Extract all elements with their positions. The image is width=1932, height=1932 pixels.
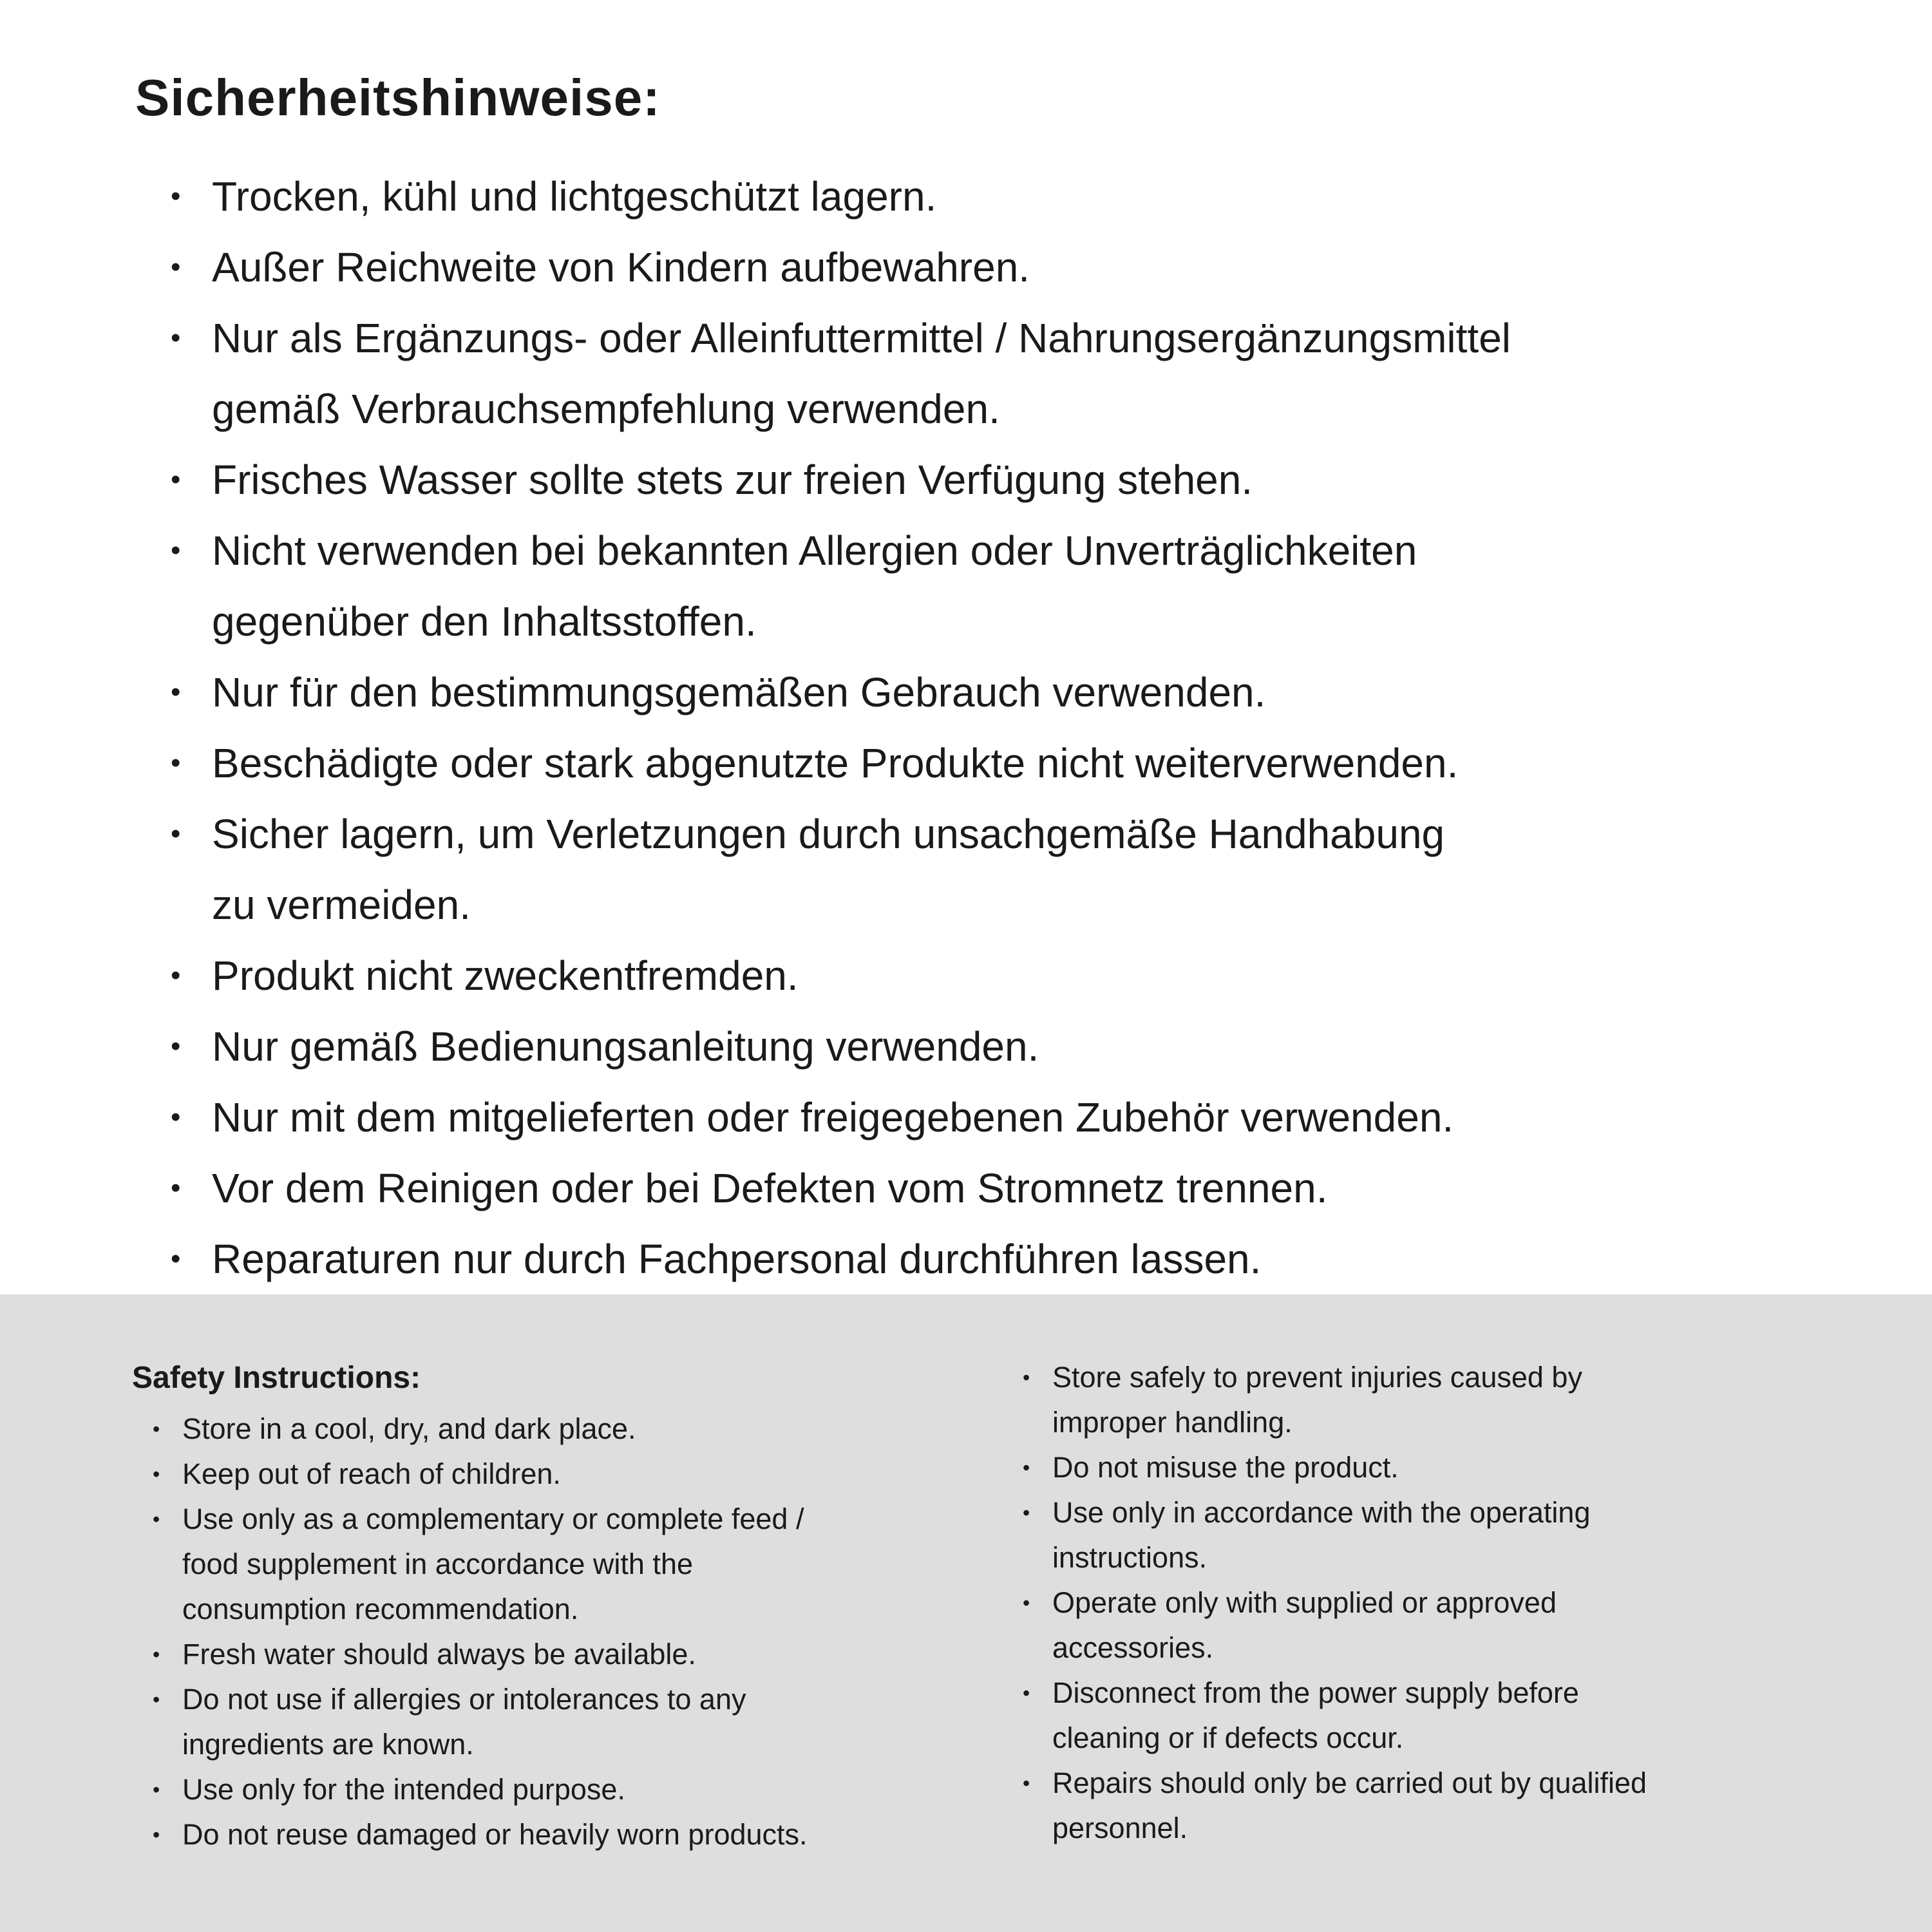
bullet-icon: • xyxy=(153,1463,160,1486)
list-item xyxy=(171,657,1932,728)
bullet-icon: • xyxy=(171,818,181,849)
item-line: Vor dem Reinigen oder bei Defekten vom Stromnetz trennen. xyxy=(212,1165,1328,1211)
item-line: Do not use if allergies or intolerances to any xyxy=(182,1683,746,1716)
item-line: Do not misuse the product. xyxy=(1052,1451,1399,1484)
item-line: Trocken, kühl und lichtgeschützt lagern. xyxy=(212,173,937,220)
bullet-icon: • xyxy=(171,1172,181,1204)
english-right-list xyxy=(1023,1355,1647,1851)
item-line: Use only in accordance with the operating xyxy=(1052,1496,1591,1529)
item-line: Do not reuse damaged or heavily worn products. xyxy=(182,1818,808,1851)
item-line: Disconnect from the power supply before xyxy=(1052,1676,1579,1709)
list-item xyxy=(1023,1445,1647,1490)
bullet-icon: • xyxy=(171,1243,181,1274)
item-line: Nicht verwenden bei bekannten Allergien oder Unverträglichkeiten xyxy=(212,527,1417,574)
list-item xyxy=(153,1677,808,1767)
english-left-column xyxy=(132,1355,808,1857)
list-item xyxy=(171,728,1932,799)
list-item xyxy=(153,1497,808,1632)
item-line: Beschädigte oder stark abgenutzte Produkte nicht weiterverwenden. xyxy=(212,740,1459,786)
list-item xyxy=(171,161,1932,232)
item-line: Nur gemäß Bedienungsanleitung verwenden. xyxy=(212,1023,1039,1070)
item-line: Repairs should only be carried out by qualified xyxy=(1052,1766,1647,1799)
list-item xyxy=(153,1452,808,1497)
item-line: Nur mit dem mitgelieferten oder freigegebenen Zubehör verwenden. xyxy=(212,1094,1454,1141)
item-line: Operate only with supplied or approved xyxy=(1052,1586,1557,1619)
bullet-icon: • xyxy=(1023,1681,1030,1705)
german-safety-list xyxy=(171,161,1932,1294)
item-line: Produkt nicht zweckentfremden. xyxy=(212,952,799,999)
list-item xyxy=(153,1632,808,1677)
item-line: improper handling. xyxy=(1052,1406,1293,1439)
item-line: Reparaturen nur durch Fachpersonal durchführen lassen. xyxy=(212,1236,1262,1282)
list-item xyxy=(153,1812,808,1857)
bullet-icon: • xyxy=(153,1508,160,1531)
item-line: Use only for the intended purpose. xyxy=(182,1773,625,1806)
english-right-column xyxy=(1023,1355,1647,1851)
item-line: Store safely to prevent injuries caused by xyxy=(1052,1361,1582,1394)
bullet-icon: • xyxy=(1023,1456,1030,1479)
list-item xyxy=(171,232,1932,303)
list-item xyxy=(171,799,1932,940)
bullet-icon: • xyxy=(153,1778,160,1801)
item-line: ingredients are known. xyxy=(182,1728,474,1761)
bullet-icon: • xyxy=(171,251,181,283)
list-item xyxy=(171,303,1932,444)
item-line: Nur als Ergänzungs- oder Alleinfuttermittel / Nahrungsergänzungsmittel xyxy=(212,315,1511,361)
list-item xyxy=(1023,1355,1647,1445)
bullet-icon: • xyxy=(171,747,181,779)
item-line: instructions. xyxy=(1052,1541,1208,1574)
bullet-icon: • xyxy=(153,1417,160,1441)
list-item xyxy=(171,1224,1932,1294)
item-line: zu vermeiden. xyxy=(212,882,471,928)
item-line: Use only as a complementary or complete feed / xyxy=(182,1502,804,1535)
item-line: personnel. xyxy=(1052,1812,1188,1844)
item-line: cleaning or if defects occur. xyxy=(1052,1721,1404,1754)
bullet-icon: • xyxy=(1023,1366,1030,1389)
list-item xyxy=(1023,1490,1647,1580)
bullet-icon: • xyxy=(171,676,181,708)
bullet-icon: • xyxy=(171,1030,181,1062)
list-item xyxy=(1023,1580,1647,1671)
bullet-icon: • xyxy=(171,960,181,991)
item-line: Fresh water should always be available. xyxy=(182,1638,696,1671)
item-line: gegenüber den Inhaltsstoffen. xyxy=(212,598,757,645)
list-item xyxy=(153,1767,808,1812)
item-line: Frisches Wasser sollte stets zur freien Verfügung stehen. xyxy=(212,457,1253,503)
item-line: Außer Reichweite von Kindern aufbewahren. xyxy=(212,244,1030,290)
list-item xyxy=(171,1011,1932,1082)
list-item xyxy=(1023,1671,1647,1761)
bullet-icon: • xyxy=(171,535,181,566)
english-safety-section xyxy=(0,1294,1932,1932)
list-item xyxy=(171,1082,1932,1153)
list-item xyxy=(171,940,1932,1011)
list-item xyxy=(171,515,1932,657)
english-left-list xyxy=(153,1406,808,1857)
list-item xyxy=(1023,1761,1647,1851)
german-section-title: Sicherheitshinweise: xyxy=(135,69,661,126)
bullet-icon: • xyxy=(171,180,181,212)
item-line: gemäß Verbrauchsempfehlung verwenden. xyxy=(212,386,1000,432)
list-item xyxy=(171,1153,1932,1224)
item-line: Nur für den bestimmungsgemäßen Gebrauch verwenden. xyxy=(212,669,1266,715)
bullet-icon: • xyxy=(171,464,181,495)
bullet-icon: • xyxy=(153,1688,160,1711)
bullet-icon: • xyxy=(153,1823,160,1846)
english-section-title: Safety Instructions: xyxy=(132,1361,421,1395)
item-line: accessories. xyxy=(1052,1631,1214,1664)
item-line: Sicher lagern, um Verletzungen durch unsachgemäße Handhabung xyxy=(212,811,1445,857)
bullet-icon: • xyxy=(171,322,181,354)
bullet-icon: • xyxy=(1023,1772,1030,1795)
bullet-icon: • xyxy=(171,1101,181,1133)
item-line: consumption recommendation. xyxy=(182,1593,579,1625)
item-line: food supplement in accordance with the xyxy=(182,1548,693,1580)
list-item xyxy=(153,1406,808,1452)
item-line: Keep out of reach of children. xyxy=(182,1457,561,1490)
item-line: Store in a cool, dry, and dark place. xyxy=(182,1412,636,1445)
bullet-icon: • xyxy=(1023,1591,1030,1615)
bullet-icon: • xyxy=(153,1643,160,1666)
bullet-icon: • xyxy=(1023,1501,1030,1524)
list-item xyxy=(171,444,1932,515)
